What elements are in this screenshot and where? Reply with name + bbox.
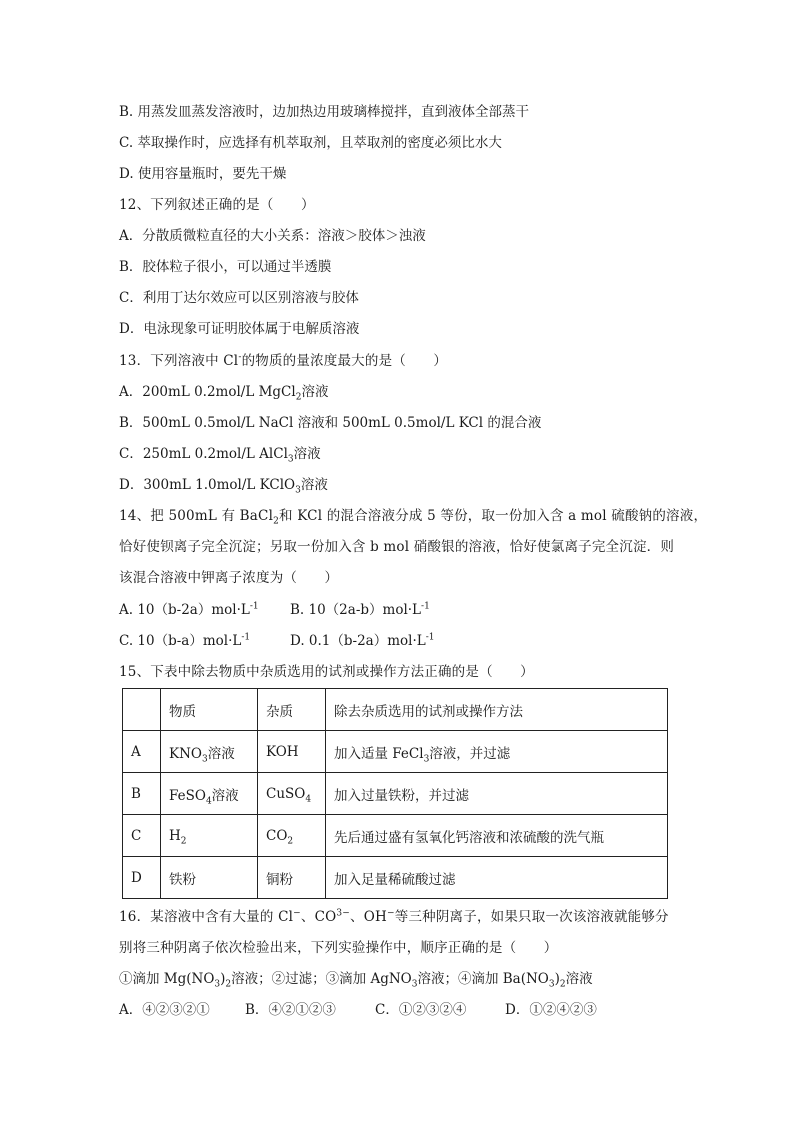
q14-text-2: 和 KCl 的混合溶液分成 5 等份，取一份加入含 a mol 硫酸钠的溶液， xyxy=(279,508,708,524)
q16-option-c: C．①②③②④ xyxy=(375,1002,467,1018)
substance-cell xyxy=(161,815,258,857)
q16-stem-line-2: 别将三种阴离子依次检验出来，下列实验操作中，顺序正确的是（ ） xyxy=(119,940,558,956)
q15-table xyxy=(122,688,668,899)
q13-c-text: C．250mL 0.2mol/L AlCl xyxy=(119,446,288,462)
q13-stem-text: 13．下列溶液中 Cl xyxy=(119,353,239,369)
method-sub: 3 xyxy=(423,754,430,765)
table-header-cell: 除去杂质选用的试剂或操作方法 xyxy=(326,689,668,731)
q13-c-sub: 3 xyxy=(287,454,294,465)
q14-stem-line-1 xyxy=(119,506,707,526)
q16-option-a: A．④②③②① xyxy=(119,1002,210,1018)
q14-option-a xyxy=(119,600,259,620)
q11-option-d: D. 使用容量瓶时，要先干燥 xyxy=(119,166,287,182)
ops-text: ) xyxy=(554,971,560,987)
impurity-text: CO xyxy=(266,827,288,844)
ops-sub: 3 xyxy=(214,979,221,990)
ops-text: 溶液；②过滤；③滴加 AgNO xyxy=(231,971,412,987)
q12-option-d: D．电泳现象可证明胶体属于电解质溶液 xyxy=(119,321,360,337)
q16-option-b: B．④②①②③ xyxy=(245,1002,336,1018)
ops-text: ①滴加 Mg(NO xyxy=(119,971,215,987)
impurity-text: CuSO xyxy=(266,785,306,802)
row-label: A xyxy=(123,731,161,773)
impurity-cell xyxy=(258,773,326,815)
q16-charge-2: 3− xyxy=(336,908,351,919)
q16-options xyxy=(119,1000,597,1020)
table-header-cell: 杂质 xyxy=(258,689,326,731)
substance-cell xyxy=(161,857,258,899)
table-header-row xyxy=(123,689,668,731)
q13-option-d xyxy=(119,475,328,495)
impurity-cell xyxy=(258,857,326,899)
impurity-cell xyxy=(258,731,326,773)
q16-stem-line-1 xyxy=(119,907,669,927)
q14-stem-line-3: 该混合溶液中钾离子浓度为（ ） xyxy=(119,570,339,586)
q13-stem-charge: - xyxy=(238,352,242,363)
substance-text-2: 溶液 xyxy=(207,745,235,762)
q14-sub: 2 xyxy=(273,516,280,527)
q14-c-text: C. 10（b-a）mol·L xyxy=(119,633,242,649)
q16-text-4: 等三种阴离子，如果只取一次该溶液就能够分 xyxy=(394,909,669,925)
impurity-cell xyxy=(258,815,326,857)
q16-charge-1: − xyxy=(293,908,301,919)
table-row xyxy=(123,857,668,899)
substance-cell xyxy=(161,773,258,815)
q11-option-b: B. 用蒸发皿蒸发溶液时，边加热边用玻璃棒搅拌，直到液体全部蒸干 xyxy=(119,104,530,120)
q14-a-text: A. 10（b-2a）mol·L xyxy=(119,602,250,618)
q14-stem-line-2: 恰好使钡离子完全沉淀；另取一份加入含 b mol 硝酸银的溶液，恰好使氯离子完全沉淀．则 xyxy=(119,539,675,555)
ops-sub: 2 xyxy=(225,979,232,990)
q14-a-exp: -1 xyxy=(249,601,259,612)
q11-option-c: C. 萃取操作时，应选择有机萃取剂，且萃取剂的密度必须比水大 xyxy=(119,135,502,151)
impurity-text: KOH xyxy=(266,743,299,760)
q16-text: 16．某溶液中含有大量的 Cl xyxy=(119,909,294,925)
ops-sub: 2 xyxy=(559,979,566,990)
q13-stem-text-2: 的物质的量浓度最大的是（ ） xyxy=(241,353,448,369)
method-cell xyxy=(326,731,668,773)
table-header-cell: 物质 xyxy=(161,689,258,731)
q13-option-c xyxy=(119,444,321,464)
row-label: D xyxy=(123,857,161,899)
table-header-cell xyxy=(123,689,161,731)
q16-charge-3: − xyxy=(387,908,395,919)
q14-b-exp: -1 xyxy=(421,601,430,612)
q13-c-text-2: 溶液 xyxy=(293,446,321,462)
substance-text: KNO xyxy=(169,745,202,762)
impurity-sub: 4 xyxy=(305,794,312,805)
q14-option-c xyxy=(119,631,250,651)
impurity-sub: 2 xyxy=(287,836,294,847)
q12-stem: 12、下列叙述正确的是（ ） xyxy=(119,197,315,213)
method-text: 加入过量铁粉，并过滤 xyxy=(334,787,469,804)
q13-stem xyxy=(119,351,447,371)
substance-text: FeSO xyxy=(169,787,206,804)
impurity-text: 铜粉 xyxy=(266,871,293,888)
q16-operations xyxy=(119,969,593,989)
method-cell xyxy=(326,773,668,815)
ops-sub: 3 xyxy=(548,979,555,990)
q14-d-text: D. 0.1（b-2a）mol·L xyxy=(290,633,426,649)
row-label: C xyxy=(123,815,161,857)
q13-option-b: B．500mL 0.5mol/L NaCl 溶液和 500mL 0.5mol/L KCl 的混合液 xyxy=(119,415,542,431)
substance-sub: 4 xyxy=(205,796,212,807)
q13-d-sub: 3 xyxy=(295,485,301,496)
q16-option-d: D．①②④②③ xyxy=(505,1002,597,1018)
table-row xyxy=(123,815,668,857)
substance-sub: 3 xyxy=(201,754,208,765)
table-row xyxy=(123,731,668,773)
substance-text-2: 溶液 xyxy=(211,787,239,804)
q14-c-exp: -1 xyxy=(241,632,251,643)
q12-option-b: B．胶体粒子很小，可以通过半透膜 xyxy=(119,259,332,275)
q13-a-text: A．200mL 0.2mol/L MgCl xyxy=(119,384,296,400)
q13-a-text-2: 溶液 xyxy=(301,384,329,400)
q13-option-a xyxy=(119,382,328,402)
ops-sub: 3 xyxy=(411,979,418,990)
substance-sub: 2 xyxy=(180,836,187,847)
substance-text: H xyxy=(169,827,181,844)
method-cell xyxy=(326,815,668,857)
table-row xyxy=(123,773,668,815)
q12-option-a: A．分散质微粒直径的大小关系：溶液＞胶体＞浊液 xyxy=(119,228,426,244)
q14-option-b xyxy=(290,600,430,620)
q13-a-sub: 2 xyxy=(295,392,302,403)
q15-stem: 15、下表中除去物质中杂质选用的试剂或操作方法正确的是（ ） xyxy=(119,664,534,680)
q16-text-2: 、CO xyxy=(300,909,337,925)
q14-option-d xyxy=(290,631,435,651)
q14-text: 14、把 500mL 有 BaCl xyxy=(119,508,274,524)
q16-text-3: 、OH xyxy=(350,909,387,925)
row-label: B xyxy=(123,773,161,815)
substance-text: 铁粉 xyxy=(169,871,196,888)
ops-text: 溶液 xyxy=(565,971,593,987)
q12-option-c: C．利用丁达尔效应可以区别溶液与胶体 xyxy=(119,290,359,306)
substance-cell xyxy=(161,731,258,773)
method-text: 加入适量 FeCl xyxy=(334,745,424,762)
method-text-2: 溶液，并过滤 xyxy=(429,745,511,762)
method-text: 先后通过盛有氢氧化钙溶液和浓硫酸的洗气瓶 xyxy=(334,829,604,846)
q14-d-exp: -1 xyxy=(425,632,435,643)
q13-d-text-2: 溶液 xyxy=(300,477,328,493)
ops-text: ) xyxy=(220,971,226,987)
method-cell xyxy=(326,857,668,899)
q14-b-text: B. 10（2a-b）mol·L xyxy=(290,602,422,618)
method-text: 加入足量稀硫酸过滤 xyxy=(334,871,456,888)
ops-text: 溶液；④滴加 Ba(NO xyxy=(417,971,549,987)
q13-d-text: D．300mL 1.0mol/L KClO xyxy=(119,477,296,493)
